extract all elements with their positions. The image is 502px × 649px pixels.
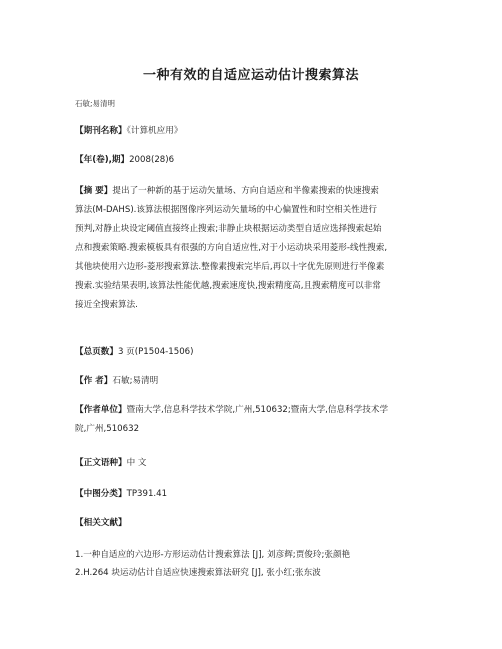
abstract-line: 其他块使用六边形-菱形搜索算法.整像素搜索完毕后,再以十字优先原则进行半像素: [75, 262, 385, 272]
affiliation-value: 暨南大学,信息科学技术学院,广州,510632;暨南大学,信息科学技术学: [126, 405, 389, 415]
language-field: [75, 454, 435, 473]
journal-label: 【期刊名称】: [75, 126, 127, 136]
abstract-line: 算法(M-DAHS).该算法根据图像序列运动矢量场的中心偏置性和时空相关性进行: [75, 205, 378, 215]
affiliation-field: [75, 401, 435, 439]
related-item[interactable]: 2.H.264 块运动估计自适应快速搜索算法研究 [J], 张小红;张东波: [75, 568, 321, 578]
related-list: [75, 546, 475, 582]
affiliation-label: 【作者单位】: [75, 405, 127, 415]
related-label: 【相关文献】: [75, 518, 127, 528]
abstract-line: 预判,对静止块设定阈值直接终止搜索;非静止块根据运动类型自适应选择搜索起始: [75, 224, 382, 234]
affiliation-line: 院,广州,510632: [75, 424, 140, 434]
author-byline: 石敏;易清明: [75, 99, 116, 108]
abstract-field: [75, 182, 435, 315]
authors-field: [75, 372, 435, 391]
pages-value: 3 页(P1504-1506): [117, 347, 194, 357]
authors-label: 【作 者】: [75, 376, 113, 386]
affiliation-line: [75, 401, 435, 420]
pages-label: 【总页数】: [75, 347, 118, 357]
classification-label: 【中图分类】: [75, 489, 127, 499]
abstract-line: 搜索.实验结果表明,该算法性能优越,搜索速度快,搜索精度高,且搜索精度可以非常: [75, 281, 381, 291]
classification-field: [75, 485, 435, 504]
related-header: [75, 514, 435, 533]
document-title: 一种有效的自适应运动估计搜索算法: [142, 68, 359, 83]
year-issue-label: 【年(卷),期】: [75, 155, 130, 165]
language-label: 【正文语种】: [75, 458, 127, 468]
pages-field: [75, 343, 435, 362]
abstract-line: 点和搜索策略.搜索模板具有很强的方向自适应性,对于小运动块采用菱形-线性搜索,: [75, 243, 388, 253]
journal-field: [75, 122, 435, 141]
classification-value: TP391.41: [126, 489, 168, 499]
authors-value: 石敏;易清明: [112, 376, 159, 386]
journal-value: 《计算机应用》: [126, 126, 183, 136]
abstract-line: 接近全搜索算法.: [75, 300, 138, 310]
abstract-text: 提出了一种新的基于运动矢量场、方向自适应和半像素搜索的快速搜索: [112, 186, 379, 196]
abstract-line: [75, 182, 435, 201]
year-issue-value: 2008(28)6: [129, 155, 175, 165]
language-value: 中 文: [126, 458, 147, 468]
abstract-label: 【摘 要】: [75, 186, 113, 196]
related-item[interactable]: 1.一种自适应的六边形-方形运动估计搜索算法 [J], 刘彦辉;贾俊玲;张颜艳: [75, 550, 351, 560]
year-issue-field: [75, 151, 435, 170]
